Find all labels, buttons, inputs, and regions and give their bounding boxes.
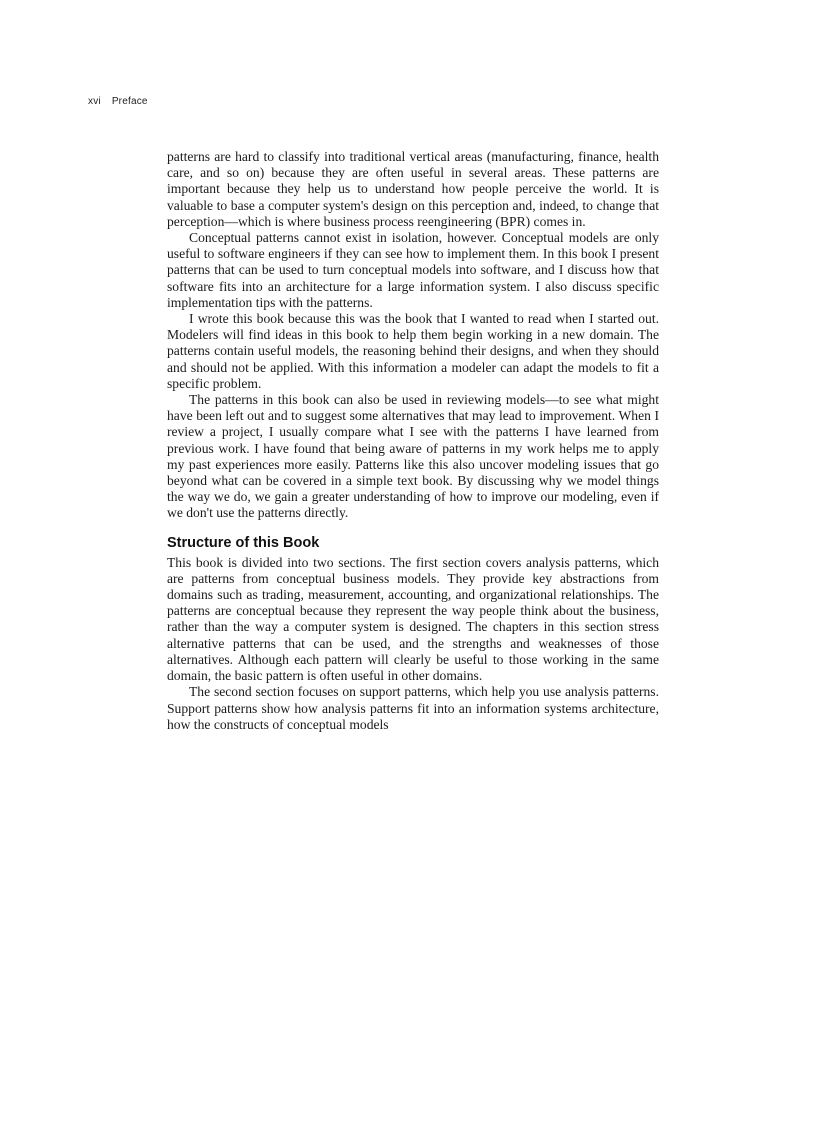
- body-paragraph-4: The patterns in this book can also be used in reviewing models—to see what might have been left out and to suggest some alternatives that may lead to improvement. When I review a project, I usually compare what I see with the patterns I have learned from previous work. I have found that being aware of patterns in my work helps me to apply my past experiences more easily. Patterns like this also uncover modeling issues that go beyond what can be covered in a simple text book. By discussing why we model things the way we do, we gain a greater understanding of how to improve our modeling, even if we don't use the patterns directly.: [167, 392, 659, 521]
- section-paragraph-2: The second section focuses on support patterns, which help you use analysis patterns. Support patterns show how analysis patterns fit into an information systems architecture, how the constructs of conceptual models: [167, 684, 659, 732]
- section-paragraph-1: This book is divided into two sections. The first section covers analysis patterns, which are patterns from conceptual business models. They provide key abstractions from domains such as trading, measurement, accounting, and organizational relationships. The patterns are conceptual because they represent the way people think about the business, rather than the way a computer system is designed. The chapters in this section stress alternative patterns that can be used, and the strengths and weaknesses of those alternatives. Although each pattern will clearly be useful to those working in the same domain, the basic pattern is often useful in other domains.: [167, 554, 659, 684]
- main-text-column: [167, 149, 659, 733]
- body-paragraph-1: patterns are hard to classify into traditional vertical areas (manufacturing, finance, health care, and so on) because they are often useful in several areas. These patterns are important because they help us to understand how people perceive the world. It is valuable to base a computer system's design on this perception and, indeed, to change that perception—which is where business process reengineering (BPR) comes in.: [167, 149, 659, 229]
- running-title: Preface: [111, 96, 148, 107]
- running-header: [88, 96, 148, 107]
- body-paragraph-3: I wrote this book because this was the book that I wanted to read when I started out. Modelers will find ideas in this book to help them begin working in a new domain. The patterns contain useful models, the reasoning behind their designs, and when they should and should not be applied. With this information a modeler can adapt the models to fit a specific problem.: [167, 311, 659, 391]
- body-paragraph-2: Conceptual patterns cannot exist in isolation, however. Conceptual models are only useful to software engineers if they can see how to implement them. In this book I present patterns that can be used to turn conceptual models into software, and I discuss how that software fits into an architecture for a large information system. I also discuss specific implementation tips with the patterns.: [167, 230, 659, 310]
- section-heading: Structure of this Book: [167, 534, 320, 551]
- page-number: xvi: [88, 96, 101, 107]
